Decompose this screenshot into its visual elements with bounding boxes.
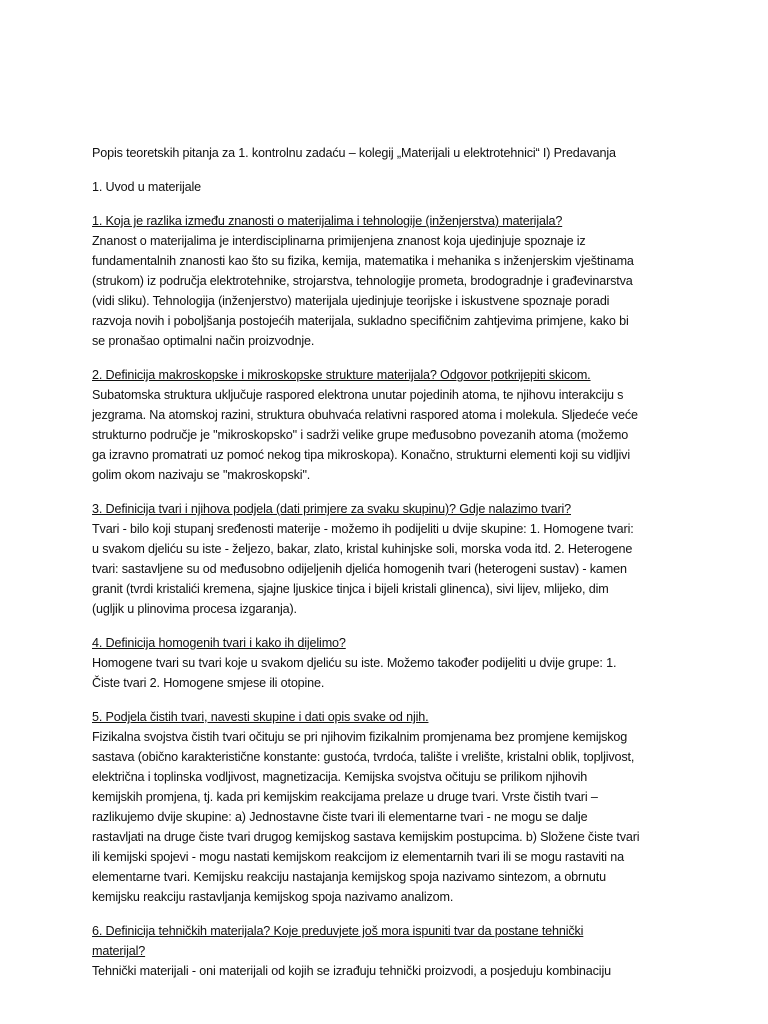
question-heading: 6. Definicija tehničkih materijala? Koje preduvjete još mora ispuniti tvar da postane tehnički materijal? — [92, 924, 584, 958]
question-heading: 4. Definicija homogenih tvari i kako ih dijelimo? — [92, 636, 346, 650]
question-block — [92, 707, 692, 907]
answer-text: Subatomska struktura uključuje raspored elektrona unutar pojedinih atoma, te njihovu interakciju s jezgrama. Na atomskoj razini, struktura obuhvaća relativni raspored atoma i molekula. Sljedeće veće strukturno područje je "mikroskopsko" i sadrži velike grupe međusobno povezanih atoma (možemo ga izravno promatrati uz pomoć nekog tipa mikroskopa). Konačno, strukturni elementi koji su vidljivi golim okom nazivaju se "makroskopski". — [92, 388, 638, 482]
document-page — [92, 143, 692, 995]
question-heading: 2. Definicija makroskopske i mikroskopske strukture materijala? Odgovor potkrijepiti skicom. — [92, 368, 591, 382]
question-block — [92, 365, 692, 485]
question-block — [92, 921, 692, 981]
question-heading: 3. Definicija tvari i njihova podjela (dati primjere za svaku skupinu)? Gdje nalazimo tvari? — [92, 502, 571, 516]
question-block — [92, 211, 692, 351]
section-heading: 1. Uvod u materijale — [92, 180, 201, 194]
question-block — [92, 499, 692, 619]
answer-text: Tvari - bilo koji stupanj sređenosti materije - možemo ih podijeliti u dvije skupine: 1. Homogene tvari: u svakom djeliću su iste - željezo, bakar, zlato, kristal kuhinjske soli, morska voda itd. 2. Heterogene tvari: sastavljene su od međusobno odijeljenih djelića homogenih tvari (heterogeni sustav) - kamen granit (tvrdi kristalići kremena, sjajne ljuskice tinjca i bijeli kristali glinenca), sivi lijev, mlijeko, dim (ugljik u plinovima procesa izgaranja). — [92, 522, 634, 616]
question-heading: 5. Podjela čistih tvari, navesti skupine i dati opis svake od njih. — [92, 710, 429, 724]
document-title: Popis teoretskih pitanja za 1. kontrolnu zadaću – kolegij „Materijali u elektrotehnici“ I) Predavanja — [92, 146, 616, 160]
answer-text: Znanost o materijalima je interdisciplinarna primijenjena znanost koja ujedinjuje spoznaje iz fundamentalnih znanosti kao što su fizika, kemija, matematika i mehanika s inženjerskim vještinama (strukom) iz područja elektrotehnike, strojarstva, tehnologije prometa, brodogradnje i građevinarstva (vidi sliku). Tehnologija (inženjerstvo) materijala ujedinjuje teorijske i iskustvene spoznaje poradi razvoja novih i poboljšanja postojećih materijala, sukladno specifičnim zahtjevima primjene, kako bi se pronašao optimalni način proizvodnje. — [92, 234, 634, 348]
answer-text: Fizikalna svojstva čistih tvari očituju se pri njihovim fizikalnim promjenama bez promjene kemijskog sastava (obično karakteristične konstante: gustoća, tvrdoća, talište i vrelište, kristalni oblik, topljivost, električna i toplinska vodljivost, magnetizacija. Kemijska svojstva očituju se prilikom njihovih kemijskih promjena, tj. kada pri kemijskim reakcijama prelaze u druge tvari. Vrste čistih tvari – razlikujemo dvije skupine: a) Jednostavne čiste tvari ili elementarne tvari - ne mogu se dalje rastavljati na druge čiste tvari drugog kemijskog sastava kemijskim postupcima. b) Složene čiste tvari ili kemijski spojevi - mogu nastati kemijskom reakcijom iz elementarnih tvari ili se mogu rastaviti na elementarne tvari. Kemijsku reakciju nastajanja kemijskog spoja nazivamo sintezom, a obrnutu kemijsku reakciju rastavljanja kemijskog spoja nazivamo analizom. — [92, 730, 640, 904]
question-block — [92, 633, 692, 693]
answer-text: Tehnički materijali - oni materijali od kojih se izrađuju tehnički proizvodi, a posjeduju kombinaciju — [92, 964, 611, 978]
answer-text: Homogene tvari su tvari koje u svakom djeliću su iste. Možemo također podijeliti u dvije grupe: 1. Čiste tvari 2. Homogene smjese ili otopine. — [92, 656, 617, 690]
question-heading: 1. Koja je razlika između znanosti o materijalima i tehnologije (inženjerstva) materijala? — [92, 214, 563, 228]
